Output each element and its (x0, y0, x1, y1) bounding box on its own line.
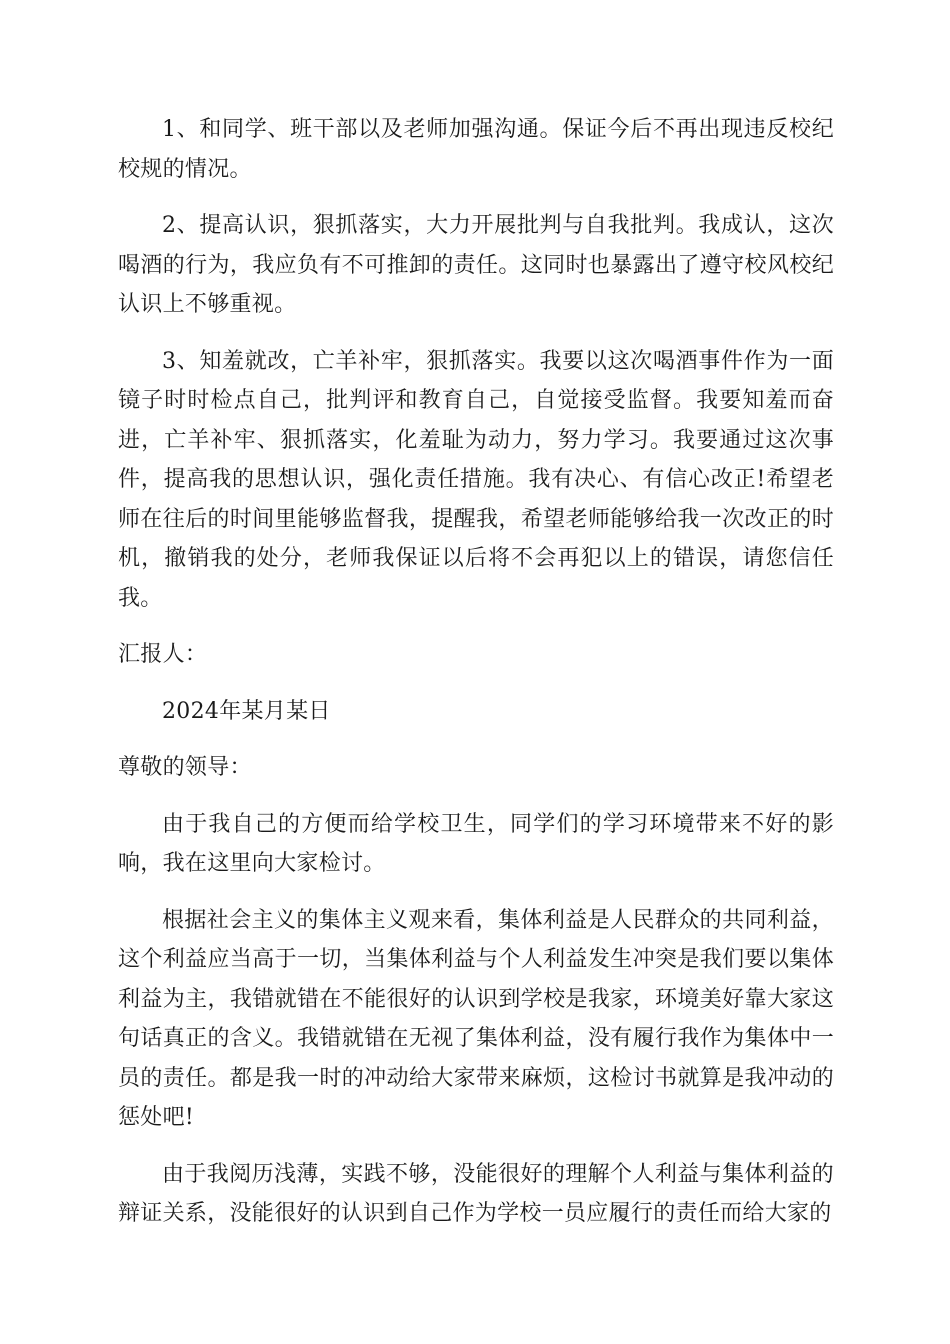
paragraph-item-3: 3、知羞就改，亡羊补牢，狠抓落实。我要以这次喝酒事件作为一面镜子时时检点自己，批判评和教育自己，自觉接受监督。我要知羞而奋进，亡羊补牢、狠抓落实，化羞耻为动力，努力学习。我要通过这次事件，提高我的思想认识，强化责任措施。我有决心、有信心改正!希望老师在往后的时间里能够监督我，提醒我，希望老师能够给我一次改正的时机，撤销我的处分，老师我保证以后将不会再犯以上的错误，请您信任我。 (118, 348, 834, 611)
paragraph-item-2: 2、提高认识，狠抓落实，大力开展批判与自我批判。我成认，这次喝酒的行为，我应负有不可推卸的责任。这同时也暴露出了遵守校风校纪认识上不够重视。 (118, 213, 834, 317)
salutation: 尊敬的领导： (118, 755, 252, 780)
paragraph-collectivism: 根据社会主义的集体主义观来看，集体利益是人民群众的共同利益，这个利益应当高于一切，当集体利益与个人利益发生冲突是我们要以集体利益为主，我错就错在不能很好的认识到学校是我家，环境美好靠大家这句话真正的含义。我错就错在无视了集体利益，没有履行我作为集体中一员的责任。都是我一时的冲动给大家带来麻烦，这检讨书就算是我冲动的惩处吧! (118, 907, 834, 1130)
paragraph-item-1: 1、和同学、班干部以及老师加强沟通。保证今后不再出现违反校纪校规的情况。 (118, 117, 834, 182)
document-body (118, 110, 834, 1251)
paragraph-reflection: 由于我阅历浅薄，实践不够，没能很好的理解个人利益与集体利益的辩证关系，没能很好的认识到自己作为学校一员应履行的责任而给大家的 (118, 1161, 834, 1226)
reporter-label: 汇报人： (118, 642, 208, 667)
date-line: 2024年某月某日 (162, 698, 331, 724)
paragraph-intro: 由于我自己的方便而给学校卫生，同学们的学习环境带来不好的影响，我在这里向大家检讨。 (118, 811, 834, 876)
